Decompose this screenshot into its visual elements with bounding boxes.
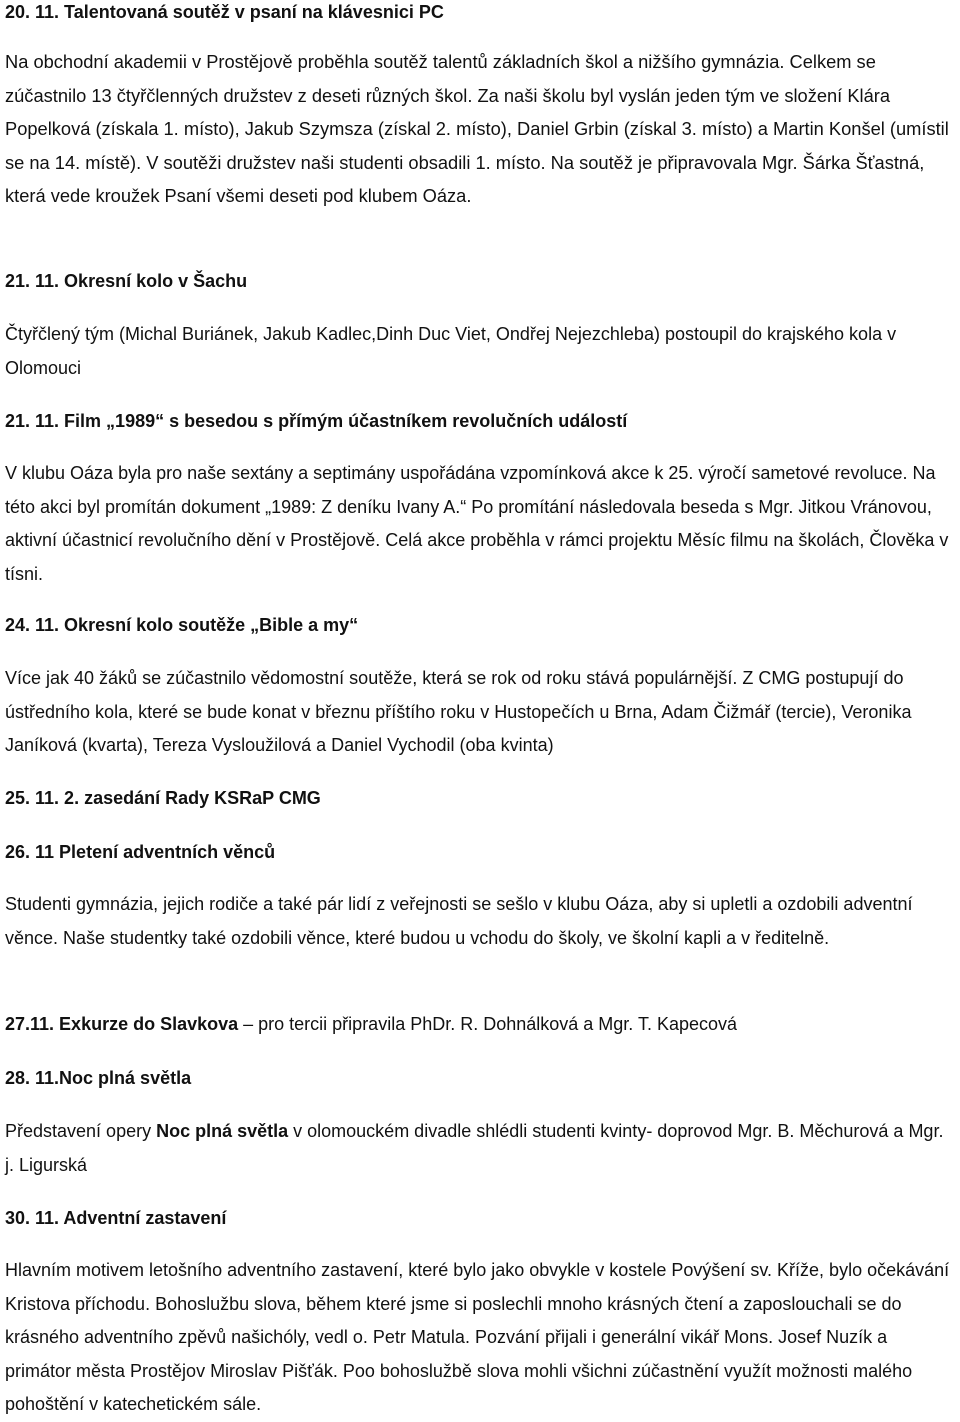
- section-heading: 27.11. Exkurze do Slavkova: [5, 1014, 239, 1034]
- section-heading: 30. 11. Adventní zastavení: [5, 1208, 227, 1228]
- section-heading: 20. 11. Talentovaná soutěž v psaní na klávesnici PC: [5, 2, 444, 22]
- section-paragraph: Více jak 40 žáků se zúčastnilo vědomostní soutěže, která se rok od roku stává populárnější. Z CMG postupují do ústředního kola, které se bude konat v březnu příštího roku v Hustopečích u Brna, Adam Čižmář (tercie), Veronika Janíková (kvarta), Tereza Vysloužilová a Daniel Vychodil (oba kvinta): [5, 668, 912, 755]
- section-paragraph: Hlavním motivem letošního adventního zastavení, které bylo jako obvykle v kostele Povýšení sv. Kříže, bylo očekávání Kristova příchodu. Bohoslužbu slova, během které jsme si poslechli mnoho krásných čtení a zaposlouchali se do krásného adventního zpěvů našichóly, vedl o. Petr Matula. Pozvání přijali i generální vikář Mons. Josef Nuzík a primátor města Prostějov Miroslav Pišťák. Poo bohoslužbě slova mohli všichni zúčastnění využít možnosti malého pohoštění v katechetickém sále.: [5, 1260, 950, 1414]
- section-heading: 24. 11. Okresní kolo soutěže „Bible a my“: [5, 615, 359, 635]
- section-paragraph: Na obchodní akademii v Prostějově proběhla soutěž talentů základních škol a nižšího gymnázia. Celkem se zúčastnilo 13 čtyřčlenných družstev z deseti různých škol. Za naši školu byl vyslán jeden tým ve složení Klára Popelková (získala 1. místo), Jakub Szymsza (získal 2. místo), Daniel Grbin (získal 3. místo) a Martin Konšel (umístil se na 14. místě). V soutěži družstev naši studenti obsadili 1. místo. Na soutěž je připravovala Mgr. Šárka Šťastná, která vede kroužek Psaní všemi deseti pod klubem Oáza.: [5, 51, 949, 206]
- section-heading: 28. 11.Noc plná světla: [5, 1068, 192, 1088]
- section-paragraph: V klubu Oáza byla pro naše sextány a septimány uspořádána vzpomínková akce k 25. výročí sametové revoluce. Na této akci byl promítán dokument „1989: Z deníku Ivany A.“ Po promítání následovala beseda s Mgr. Jitkou Vránovou, aktivní účastnicí revolučního dění v Prostějově. Celá akce proběhla v rámci projektu Měsíc filmu na školách, Člověka v tísni.: [5, 463, 949, 584]
- section-heading-line: [5, 1012, 737, 1036]
- section-heading: 21. 11. Film „1989“ s besedou s přímým účastníkem revolučních událostí: [5, 411, 628, 431]
- section-paragraph: Čtyřčlený tým (Michal Buriánek, Jakub Kadlec,Dinh Duc Viet, Ondřej Nejezchleba) postoupil do krajského kola v Olomouci: [5, 324, 897, 378]
- section-paragraph: Studenti gymnázia, jejich rodiče a také pár lidí z veřejnosti se sešlo v klubu Oáza, aby si upletli a ozdobili adventní věnce. Naše studentky také ozdobili věnce, které budou u vchodu do školy, ve školní kapli a v ředitelně.: [5, 894, 913, 948]
- para-text: v olomouckém divadle shlédli studenti kvinty- doprovod Mgr. B. Měchurová a Mgr. j. Ligurská: [5, 1121, 944, 1175]
- section-paragraph: [5, 1115, 955, 1182]
- section-heading: 21. 11. Okresní kolo v Šachu: [5, 271, 248, 291]
- section-heading: 25. 11. 2. zasedání Rady KSRaP CMG: [5, 788, 321, 808]
- section-heading-rest: – pro tercii připravila PhDr. R. Dohnálková a Mgr. T. Kapecová: [238, 1014, 738, 1034]
- section-heading: 26. 11 Pletení adventních věnců: [5, 842, 276, 862]
- para-bold-text: Noc plná světla: [156, 1121, 289, 1141]
- para-text: Představení opery: [5, 1121, 157, 1141]
